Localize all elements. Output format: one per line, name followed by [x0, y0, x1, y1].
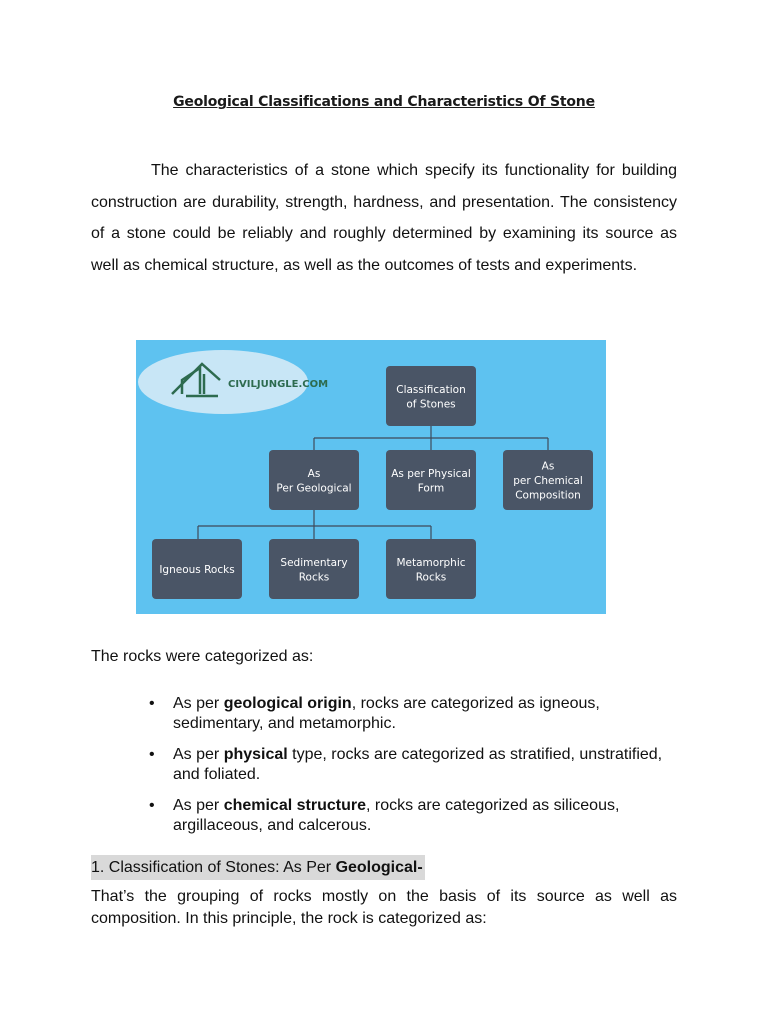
list-item	[149, 796, 669, 836]
bullet-suffix: type, rocks are categorized as stratified, unstratified, and foliated.	[173, 746, 663, 783]
box-as-per-geological-label: Per Geological	[276, 482, 352, 495]
bullet-suffix: , rocks are categorized as siliceous, argillaceous, and calcerous.	[173, 797, 620, 834]
list-item	[149, 745, 669, 785]
box-sedimentary-rocks-label: Rocks	[298, 571, 330, 584]
section-heading-text: 1. Classification of Stones: As Per	[91, 859, 336, 876]
box-metamorphic-rocks-label: Metamorphic	[396, 556, 466, 569]
classification-bullet-list	[149, 694, 669, 847]
bullet-suffix: , rocks are categorized as igneous, sedimentary, and metamorphic.	[173, 695, 600, 732]
section-heading	[91, 855, 425, 880]
logo-text: CIVILJUNGLE.COM	[228, 379, 329, 390]
box-classification-of-stones	[386, 366, 476, 426]
box-classification-of-stones-label: Classification	[396, 383, 466, 396]
bullet-icon: •	[149, 746, 155, 763]
box-sedimentary-rocks	[269, 539, 359, 599]
box-igneous-rocks-label: Igneous Rocks	[159, 564, 235, 576]
categorized-intro: The rocks were categorized as:	[91, 648, 314, 665]
bullet-bold: chemical structure	[223, 797, 366, 814]
box-sedimentary-rocks-label: Sedimentary	[280, 556, 348, 569]
section-paragraph: That’s the grouping of rocks mostly on the basis of its source as well as composition. In this principle, the rock is categorized as:	[91, 888, 677, 927]
bullet-icon: •	[149, 695, 155, 712]
bullet-icon: •	[149, 797, 155, 814]
diagram-svg	[136, 340, 606, 614]
classification-diagram	[136, 340, 606, 614]
box-classification-of-stones-label: of Stones	[406, 398, 456, 411]
box-as-per-physical-form-label: As per Physical	[391, 467, 471, 480]
bullet-prefix: As per	[173, 797, 224, 814]
box-metamorphic-rocks	[386, 539, 476, 599]
box-metamorphic-rocks-label: Rocks	[415, 571, 447, 584]
bullet-prefix: As per	[173, 695, 224, 712]
box-as-per-chemical-composition-label: Composition	[515, 489, 581, 502]
bullet-bold: geological origin	[223, 695, 352, 712]
connector-lines	[198, 426, 548, 539]
box-as-per-physical-form-label: Form	[417, 482, 445, 495]
bullet-bold: physical	[223, 746, 288, 763]
box-as-per-chemical-composition-label: per Chemical	[513, 475, 583, 487]
section-heading-bold: Geological-	[335, 859, 423, 876]
intro-paragraph: The characteristics of a stone which specify its functionality for building construction are durability, strength, hardness, and presentation. The consistency of a stone could be reliably and roughly determined by examining its source as well as chemical structure, as well as the outcomes of tests and experiments.	[91, 162, 677, 274]
box-as-per-geological-label: As	[307, 467, 321, 480]
box-as-per-geological	[269, 450, 359, 510]
box-as-per-chemical-composition-label: As	[541, 460, 555, 473]
bullet-prefix: As per	[173, 746, 224, 763]
list-item	[149, 694, 669, 734]
box-as-per-physical-form	[386, 450, 476, 510]
document-title: Geological Classifications and Characteristics Of Stone	[173, 94, 595, 110]
